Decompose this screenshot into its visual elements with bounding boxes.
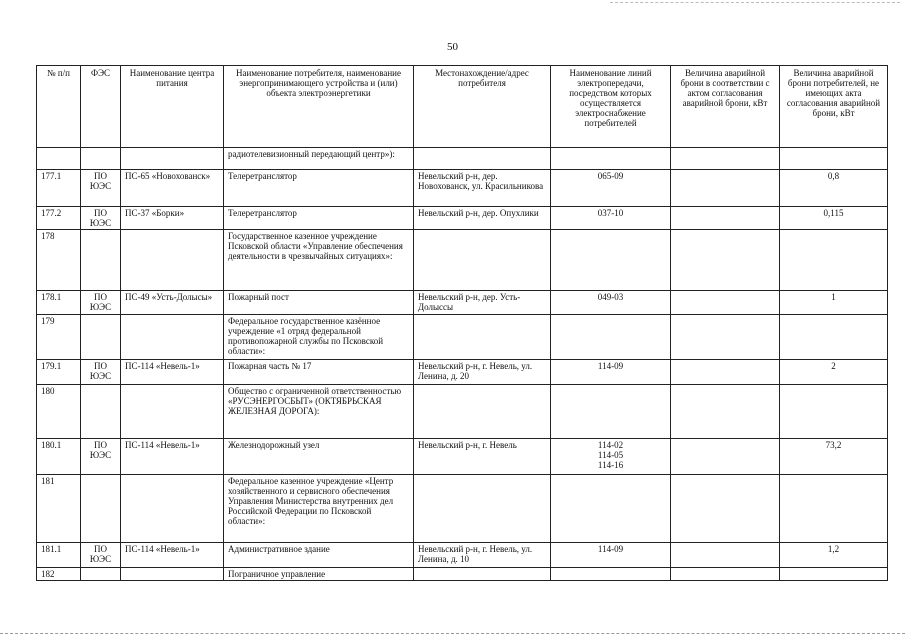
header-consumer: Наименование потребителя, наименование энергопринимающего устройства и (или) объекта электроэнергетики (224, 66, 414, 148)
table-row (37, 291, 888, 315)
consumer-cell: Федеральное казенное учреждение «Центр хозяйственного и сервисного обеспечения Управления Министерства внутренних дел Российской Федерации по Псковской области»: (224, 475, 414, 543)
table-row (37, 360, 888, 385)
reserve-act-cell (671, 148, 780, 170)
lines-cell: 065-09 (551, 170, 671, 207)
lines-cell: 049-03 (551, 291, 671, 315)
row-number: 178.1 (37, 291, 81, 315)
consumer-cell: Общество с ограниченной ответственностью «РУСЭНЕРГОСБЫТ» (ОКТЯБРЬСКАЯ ЖЕЛЕЗНАЯ ДОРОГА): (224, 385, 414, 439)
fes-cell (81, 475, 121, 543)
fes-cell: ПО ЮЭС (81, 170, 121, 207)
row-number: 177.2 (37, 207, 81, 230)
address-cell: Невельский р-н, дер. Опухлики (414, 207, 551, 230)
power-center-cell (121, 230, 224, 291)
reserve-act-cell (671, 385, 780, 439)
consumer-cell: Административное здание (224, 543, 414, 568)
consumer-cell: радиотелевизионный передающий центр»): (224, 148, 414, 170)
reserve-act-cell (671, 315, 780, 360)
reserve-act-cell (671, 291, 780, 315)
fes-cell (81, 568, 121, 581)
reserve-noact-cell (780, 475, 888, 543)
scan-edge-top (610, 2, 900, 4)
address-cell (414, 230, 551, 291)
address-cell: Невельский р-н, г. Невель, ул. Ленина, д. 10 (414, 543, 551, 568)
fes-cell: ПО ЮЭС (81, 291, 121, 315)
consumer-cell: Пожарная часть № 17 (224, 360, 414, 385)
lines-cell (551, 230, 671, 291)
table-row (37, 315, 888, 360)
power-center-cell (121, 315, 224, 360)
fes-cell: ПО ЮЭС (81, 207, 121, 230)
reserve-act-cell (671, 439, 780, 475)
row-number: 181 (37, 475, 81, 543)
reserve-act-cell (671, 230, 780, 291)
address-cell (414, 475, 551, 543)
row-number: 179.1 (37, 360, 81, 385)
address-cell: Невельский р-н, дер. Усть-Долыссы (414, 291, 551, 315)
lines-cell: 037-10 (551, 207, 671, 230)
table-header-row (37, 66, 888, 148)
table-row (37, 439, 888, 475)
address-cell (414, 568, 551, 581)
power-center-cell: ПС-114 «Невель-1» (121, 543, 224, 568)
header-reserve-noact: Величина аварийной брони потребителей, не имеющих акта согласования аварийной брони, кВт (780, 66, 888, 148)
row-number: 178 (37, 230, 81, 291)
table-row (37, 568, 888, 581)
reserve-act-cell (671, 543, 780, 568)
address-cell (414, 315, 551, 360)
power-center-cell (121, 148, 224, 170)
row-number (37, 148, 81, 170)
reserve-act-cell (671, 475, 780, 543)
reserve-noact-cell: 2 (780, 360, 888, 385)
reserve-act-cell (671, 170, 780, 207)
reserve-noact-cell (780, 148, 888, 170)
table-row (37, 207, 888, 230)
row-number: 182 (37, 568, 81, 581)
table-row (37, 385, 888, 439)
reserve-table (36, 65, 888, 581)
header-reserve-act: Величина аварийной брони в соответствии с актом согласования аварийной брони, кВт (671, 66, 780, 148)
reserve-noact-cell: 0,115 (780, 207, 888, 230)
consumer-cell: Пограничное управление (224, 568, 414, 581)
row-number: 181.1 (37, 543, 81, 568)
consumer-cell: Государственное казенное учреждение Псковской области «Управление обеспечения деятельности в чрезвычайных ситуациях»: (224, 230, 414, 291)
fes-cell: ПО ЮЭС (81, 439, 121, 475)
table-row (37, 475, 888, 543)
table-row (37, 170, 888, 207)
power-center-cell (121, 568, 224, 581)
power-center-cell (121, 385, 224, 439)
power-center-cell: ПС-65 «Новохованск» (121, 170, 224, 207)
header-num: № п/п (37, 66, 81, 148)
header-fes: ФЭС (81, 66, 121, 148)
consumer-cell: Федеральное государственное казённое учреждение «1 отряд федеральной противопожарной службы по Псковской области»: (224, 315, 414, 360)
power-center-cell: ПС-114 «Невель-1» (121, 439, 224, 475)
power-center-cell: ПС-114 «Невель-1» (121, 360, 224, 385)
consumer-cell: Железнодорожный узел (224, 439, 414, 475)
fes-cell: ПО ЮЭС (81, 360, 121, 385)
power-center-cell (121, 475, 224, 543)
address-cell: Невельский р-н, г. Невель (414, 439, 551, 475)
row-number: 180 (37, 385, 81, 439)
reserve-noact-cell: 1,2 (780, 543, 888, 568)
consumer-cell: Телеретранслятор (224, 170, 414, 207)
lines-cell: 114-09 (551, 360, 671, 385)
address-cell (414, 385, 551, 439)
page-number: 50 (447, 41, 458, 53)
reserve-act-cell (671, 207, 780, 230)
power-center-cell: ПС-37 «Борки» (121, 207, 224, 230)
reserve-noact-cell (780, 385, 888, 439)
reserve-noact-cell (780, 568, 888, 581)
fes-cell (81, 230, 121, 291)
reserve-noact-cell (780, 315, 888, 360)
lines-cell (551, 568, 671, 581)
consumer-cell: Пожарный пост (224, 291, 414, 315)
lines-cell (551, 475, 671, 543)
row-number: 180.1 (37, 439, 81, 475)
fes-cell (81, 148, 121, 170)
address-cell (414, 148, 551, 170)
table-row (37, 230, 888, 291)
lines-cell: 114-09 (551, 543, 671, 568)
scan-edge-bottom (0, 633, 905, 635)
fes-cell (81, 385, 121, 439)
power-center-cell: ПС-49 «Усть-Долысы» (121, 291, 224, 315)
lines-cell: 114-02 114-05 114-16 (551, 439, 671, 475)
lines-cell (551, 148, 671, 170)
header-address: Местонахождение/адрес потребителя (414, 66, 551, 148)
lines-cell (551, 385, 671, 439)
fes-cell (81, 315, 121, 360)
row-number: 177.1 (37, 170, 81, 207)
reserve-noact-cell: 0,8 (780, 170, 888, 207)
reserve-act-cell (671, 360, 780, 385)
table-row (37, 543, 888, 568)
reserve-noact-cell (780, 230, 888, 291)
consumer-cell: Телеретранслятор (224, 207, 414, 230)
row-number: 179 (37, 315, 81, 360)
table-row (37, 148, 888, 170)
address-cell: Невельский р-н, дер. Новохованск, ул. Красильникова (414, 170, 551, 207)
address-cell: Невельский р-н, г. Невель, ул. Ленина, д. 20 (414, 360, 551, 385)
fes-cell: ПО ЮЭС (81, 543, 121, 568)
reserve-act-cell (671, 568, 780, 581)
reserve-noact-cell: 1 (780, 291, 888, 315)
header-lines: Наименование линий электропередачи, посредством которых осуществляется электроснабжение потребителей (551, 66, 671, 148)
lines-cell (551, 315, 671, 360)
header-power-center: Наименование центра питания (121, 66, 224, 148)
reserve-noact-cell: 73,2 (780, 439, 888, 475)
